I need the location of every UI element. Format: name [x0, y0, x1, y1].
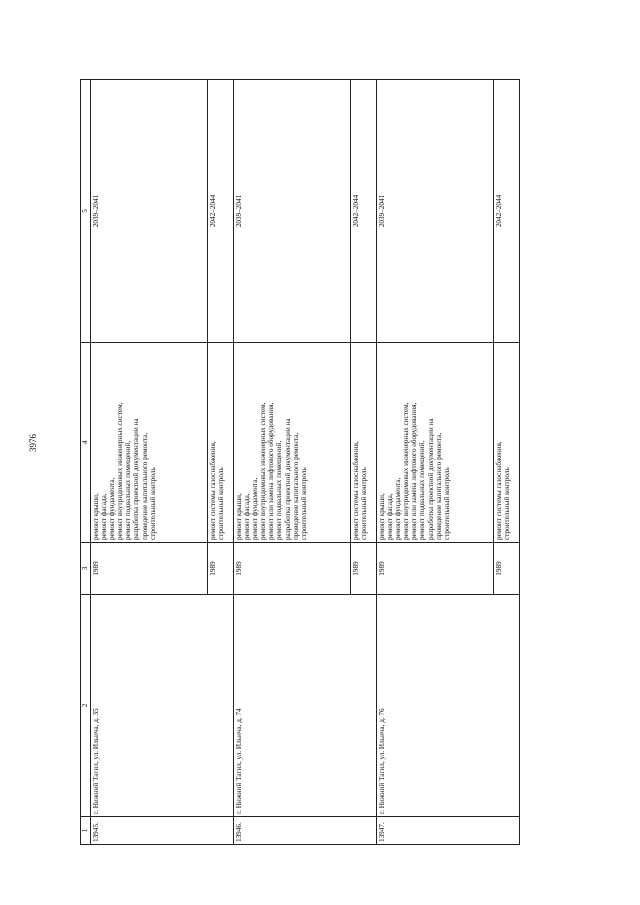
construction-year: 1989	[233, 543, 350, 595]
table-row	[91, 80, 208, 845]
repair-work-item: ремонт или замена лифтового оборудования,	[410, 402, 419, 540]
repair-work-item: разработка проектной документации на	[283, 418, 292, 540]
repair-work-item: ремонт или замена лифтового оборудования,	[267, 402, 276, 540]
construction-year: 1989	[207, 543, 233, 595]
repair-work-item: строительный контроль	[359, 467, 368, 540]
table-row	[233, 80, 350, 845]
repair-work-item: ремонт внутридомовых инженерных систем,	[116, 402, 125, 540]
repair-period: 2039–2041	[233, 80, 350, 343]
construction-year: 1989	[376, 543, 493, 595]
row-number: 13945.	[91, 817, 234, 845]
rotated-table-wrapper	[80, 80, 520, 845]
repair-work-item: строительный контроль	[299, 467, 308, 540]
column-number-row	[81, 80, 91, 845]
column-header-5: 5	[81, 80, 91, 343]
row-number: 13946.	[233, 817, 376, 845]
repair-work-item: ремонт крыши,	[234, 493, 243, 540]
repair-work-item: проведение капитального ремонта,	[291, 432, 300, 540]
repair-work-item: ремонт подвальных помещений,	[418, 440, 427, 540]
repair-works-list	[91, 343, 208, 543]
repair-work-item: ремонт системы газоснабжения,	[208, 441, 217, 540]
construction-year: 1989	[91, 543, 208, 595]
column-header-2: 2	[81, 595, 91, 817]
repair-work-item: ремонт внутридомовых инженерных систем,	[259, 402, 268, 540]
building-address: г. Нижний Тагил, ул. Ильича, д. 35	[91, 595, 234, 817]
repair-works-list	[207, 343, 233, 543]
repair-work-item: ремонт системы газоснабжения,	[351, 441, 360, 540]
repair-works-list	[493, 343, 519, 543]
repair-work-item: ремонт фасада,	[386, 493, 395, 540]
repair-work-item: строительный контроль	[217, 467, 225, 540]
construction-year: 1989	[493, 543, 519, 595]
repair-work-item: ремонт внутридомовых инженерных систем,	[402, 402, 411, 540]
repair-work-item: проведение капитального ремонта,	[434, 432, 443, 540]
repair-works-list	[233, 343, 350, 543]
repair-period: 2042–2044	[493, 80, 519, 343]
repair-period: 2039–2041	[91, 80, 208, 343]
repair-work-item: разработка проектной документации на	[132, 418, 141, 540]
repair-period: 2042–2044	[350, 80, 376, 343]
repair-work-item: ремонт фундамента,	[108, 477, 117, 540]
repair-work-item: ремонт фасада,	[100, 493, 109, 540]
capital-repair-table	[80, 79, 520, 845]
column-header-1: 1	[81, 817, 91, 845]
repair-works-list	[376, 343, 493, 543]
repair-work-item: ремонт крыши,	[377, 493, 386, 540]
repair-period: 2042–2044	[207, 80, 233, 343]
repair-work-item: строительный контроль	[148, 467, 157, 540]
repair-work-item: проведение капитального ремонта,	[140, 432, 149, 540]
repair-work-item: ремонт системы газоснабжения,	[494, 441, 503, 540]
column-header-4: 4	[81, 343, 91, 543]
repair-work-item: ремонт подвальных помещений,	[275, 440, 284, 540]
repair-work-item: ремонт фасада,	[243, 493, 252, 540]
repair-work-item: ремонт подвальных помещений,	[124, 440, 133, 540]
repair-works-list	[350, 343, 376, 543]
page-number: 3976	[28, 434, 38, 452]
row-number: 13947.	[376, 817, 519, 845]
building-address: г. Нижний Тагил, ул. Ильича, д. 76	[376, 595, 519, 817]
repair-work-item: ремонт фундамента,	[394, 477, 403, 540]
repair-work-item: ремонт крыши,	[92, 493, 100, 540]
table-body	[91, 80, 520, 845]
table-row	[376, 80, 493, 845]
building-address: г. Нижний Тагил, ул. Ильича, д. 74	[233, 595, 376, 817]
construction-year: 1989	[350, 543, 376, 595]
repair-work-item: разработка проектной документации на	[426, 418, 435, 540]
repair-work-item: строительный контроль	[502, 467, 511, 540]
repair-work-item: ремонт фундамента,	[251, 477, 260, 540]
repair-period: 2039–2041	[376, 80, 493, 343]
repair-work-item: строительный контроль	[442, 467, 451, 540]
column-header-3: 3	[81, 543, 91, 595]
